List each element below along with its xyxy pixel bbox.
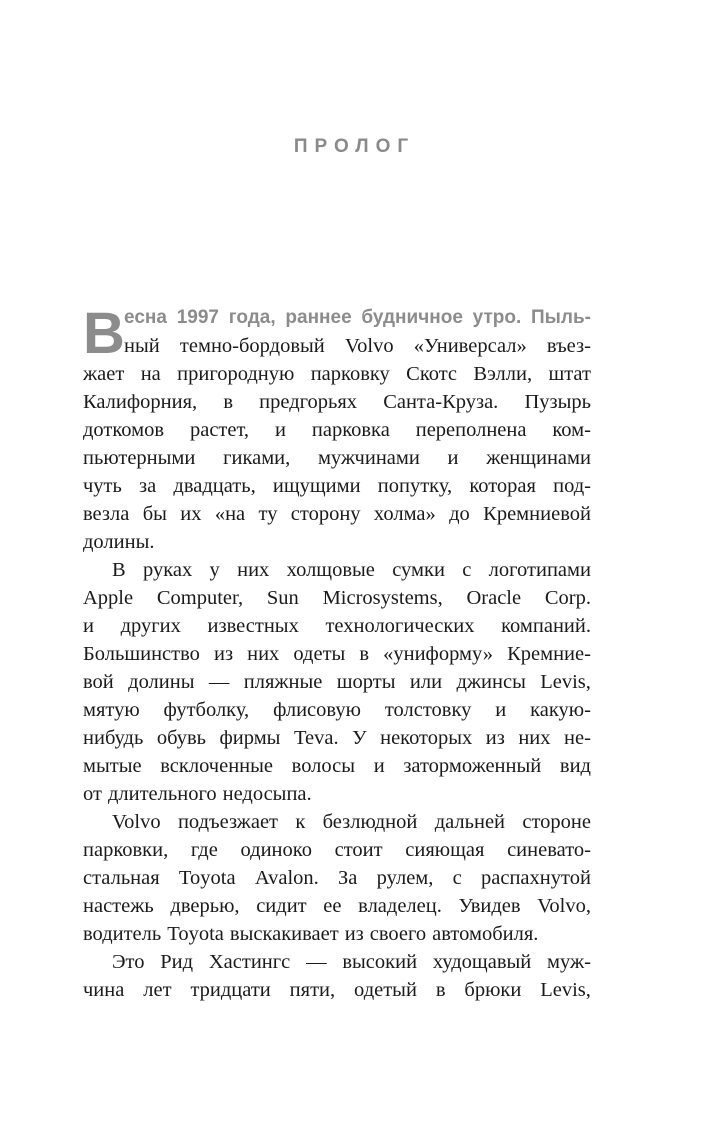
- word: мятую: [83, 699, 140, 721]
- word: Хастингс: [208, 951, 291, 973]
- text-line: [83, 892, 591, 920]
- word: Avalon.: [254, 867, 319, 889]
- word: Levis,: [540, 979, 591, 1001]
- word: где: [190, 839, 218, 861]
- word: Кремние-: [507, 643, 591, 665]
- word: до: [449, 503, 470, 525]
- word: женщинами: [486, 447, 591, 469]
- word: высокий: [342, 951, 418, 973]
- word: Oracle: [466, 587, 522, 609]
- word: Corp.: [544, 587, 591, 609]
- word: одетый: [354, 979, 417, 1001]
- text-line: [83, 696, 591, 724]
- word: под-: [553, 475, 591, 497]
- word: длительного: [107, 783, 217, 805]
- word: В: [112, 559, 126, 581]
- word: с: [462, 559, 472, 581]
- word: «на: [214, 503, 246, 525]
- word: тридцати: [190, 979, 271, 1001]
- word: заторможенный: [403, 755, 542, 777]
- word: футболку,: [163, 699, 250, 721]
- text-line: [83, 920, 591, 948]
- word: вой: [83, 671, 114, 693]
- word: ее: [323, 895, 342, 917]
- word: переполнена: [415, 419, 527, 441]
- prologue-text: [83, 301, 591, 1004]
- word: Sun: [266, 587, 299, 609]
- text-line: [83, 500, 591, 528]
- word: везла: [83, 503, 130, 525]
- word: лет: [143, 979, 172, 1001]
- word: мытые: [83, 755, 142, 777]
- word: них: [237, 559, 270, 581]
- text-line: [83, 388, 591, 416]
- word: сторону: [290, 503, 361, 525]
- word: Вэлли,: [473, 363, 533, 385]
- text-line: [83, 556, 591, 584]
- word: мужчинами: [317, 447, 420, 469]
- word: них: [518, 727, 551, 749]
- word: на: [140, 363, 161, 385]
- word: «униформу»: [383, 643, 494, 665]
- word: своего: [369, 923, 427, 945]
- word: Рид: [160, 951, 194, 973]
- word: Санта-Круза.: [383, 391, 499, 413]
- word: Пузырь: [524, 391, 591, 413]
- text-line: [83, 472, 591, 500]
- word: дальней: [434, 811, 506, 833]
- word: с: [452, 867, 462, 889]
- word: попутку,: [377, 475, 453, 497]
- word: флисовую: [273, 699, 361, 721]
- word: въез-: [546, 335, 591, 357]
- word: их: [180, 503, 202, 525]
- text-line: [83, 724, 591, 752]
- word: «Универсал»: [413, 335, 527, 357]
- word: парковки,: [83, 839, 169, 861]
- word: холщовые: [286, 559, 375, 581]
- word: штат: [548, 363, 591, 385]
- word: растет,: [189, 419, 250, 441]
- word: —: [208, 671, 230, 693]
- text-line: [83, 752, 591, 780]
- word: толстовку: [384, 699, 472, 721]
- word: чуть: [83, 475, 122, 497]
- word: Калифорния,: [83, 391, 198, 413]
- word: Apple: [83, 587, 134, 609]
- word: Volvo: [112, 811, 161, 833]
- word: сумки: [392, 559, 445, 581]
- word: ный: [124, 335, 160, 357]
- word: волосы: [291, 755, 356, 777]
- word: Увидев: [458, 895, 521, 917]
- word: утро.: [472, 307, 522, 328]
- text-line: [83, 360, 591, 388]
- word: будничное: [361, 307, 463, 328]
- word: логотипами: [488, 559, 591, 581]
- word: джинсы: [456, 671, 526, 693]
- word: компаний.: [501, 615, 591, 637]
- word: года,: [228, 307, 276, 328]
- word: и: [373, 755, 385, 777]
- word: темно-бордовый: [179, 335, 325, 357]
- word: из: [344, 923, 364, 945]
- text-line: [83, 640, 591, 668]
- word: стальная: [83, 867, 160, 889]
- text-line: [83, 976, 591, 1004]
- text-line: [83, 864, 591, 892]
- word: чина: [83, 979, 125, 1001]
- word: водитель: [83, 923, 162, 945]
- word: долины.: [83, 531, 155, 553]
- word: какую-: [530, 699, 591, 721]
- word: Большинство: [83, 643, 200, 665]
- text-line: [83, 416, 591, 444]
- word: автомобиля.: [432, 923, 539, 945]
- word: —: [306, 951, 327, 973]
- word: руках: [143, 559, 193, 581]
- word: от: [83, 783, 102, 805]
- word: пригородную: [177, 363, 295, 385]
- text-line: [83, 612, 591, 640]
- word: и: [274, 419, 286, 441]
- word: Toyota: [167, 923, 224, 945]
- word: бы: [142, 503, 167, 525]
- word: парковку: [310, 363, 390, 385]
- text-line: [83, 444, 591, 472]
- drop-cap: В: [83, 301, 125, 366]
- word: Volvo,: [537, 895, 591, 917]
- word: Скотс: [406, 363, 458, 385]
- text-line: [83, 668, 591, 696]
- word: пяти,: [289, 979, 336, 1001]
- word: в: [359, 643, 370, 665]
- word: Microsystems,: [322, 587, 443, 609]
- word: всклоченные: [160, 755, 274, 777]
- word: у: [209, 559, 220, 581]
- word: шорты: [336, 671, 396, 693]
- word: жает: [83, 363, 125, 385]
- word: раннее: [285, 307, 352, 328]
- word: Levis,: [540, 671, 591, 693]
- word: недосыпа.: [222, 783, 312, 805]
- word: и: [495, 699, 507, 721]
- word: которая: [469, 475, 536, 497]
- text-line: [83, 780, 591, 808]
- word: из: [485, 727, 505, 749]
- text-line: [83, 528, 591, 556]
- word: 1997: [176, 307, 219, 328]
- word: нибудь: [83, 727, 144, 749]
- word: обувь: [156, 727, 207, 749]
- word: фирмы: [219, 727, 281, 749]
- word: Пыль-: [531, 307, 591, 328]
- word: предгорьях: [259, 391, 358, 413]
- word: Toyota: [178, 867, 236, 889]
- word: в: [435, 979, 446, 1001]
- word: У: [352, 727, 367, 749]
- word: двадцать,: [173, 475, 256, 497]
- word: к: [295, 811, 306, 833]
- word: не-: [564, 727, 591, 749]
- word: из: [213, 643, 234, 665]
- word: рулем,: [376, 867, 434, 889]
- word: ком-: [552, 419, 591, 441]
- word: распахнутой: [481, 867, 591, 889]
- chapter-title: ПРОЛОГ: [293, 136, 416, 157]
- word: сидит: [256, 895, 307, 917]
- word: настежь: [83, 895, 154, 917]
- word: других: [120, 615, 181, 637]
- word: худощавый: [432, 951, 532, 973]
- word: владелец.: [358, 895, 442, 917]
- word: стороне: [522, 811, 591, 833]
- word: ту: [258, 503, 278, 525]
- word: долины: [128, 671, 195, 693]
- text-line: [83, 808, 591, 836]
- word: и: [447, 447, 459, 469]
- word: ищущими: [272, 475, 361, 497]
- word: Это: [112, 951, 145, 973]
- word: пьютерными: [83, 447, 196, 469]
- word: безлюдной: [322, 811, 418, 833]
- word: синевато-: [507, 839, 591, 861]
- text-line: [83, 836, 591, 864]
- word: пляжные: [243, 671, 323, 693]
- word: за: [139, 475, 157, 497]
- word: технологических: [325, 615, 475, 637]
- text-line: [83, 332, 591, 360]
- word: и: [83, 615, 94, 637]
- word: в: [223, 391, 233, 413]
- word: брюки: [464, 979, 522, 1001]
- word: гиками,: [223, 447, 291, 469]
- word: Teva.: [293, 727, 339, 749]
- text-line: [83, 304, 591, 332]
- word: известных: [207, 615, 299, 637]
- text-line: [83, 948, 591, 976]
- word: некоторых: [380, 727, 473, 749]
- word: Volvo: [344, 335, 394, 357]
- word: За: [338, 867, 358, 889]
- word: доткомов: [83, 419, 165, 441]
- word: одиноко: [240, 839, 312, 861]
- word: есна: [124, 307, 167, 328]
- word: них: [247, 643, 280, 665]
- word: или: [409, 671, 443, 693]
- word: Computer,: [156, 587, 244, 609]
- word: вид: [559, 755, 591, 777]
- word: стоит: [334, 839, 383, 861]
- word: дверью,: [170, 895, 240, 917]
- word: Кремниевой: [483, 503, 591, 525]
- word: выскакивает: [229, 923, 339, 945]
- word: сияющая: [405, 839, 485, 861]
- word: подъезжает: [177, 811, 278, 833]
- text-line: [83, 584, 591, 612]
- word: парковка: [311, 419, 390, 441]
- word: одеты: [293, 643, 346, 665]
- word: холма»: [373, 503, 436, 525]
- word: муж-: [547, 951, 591, 973]
